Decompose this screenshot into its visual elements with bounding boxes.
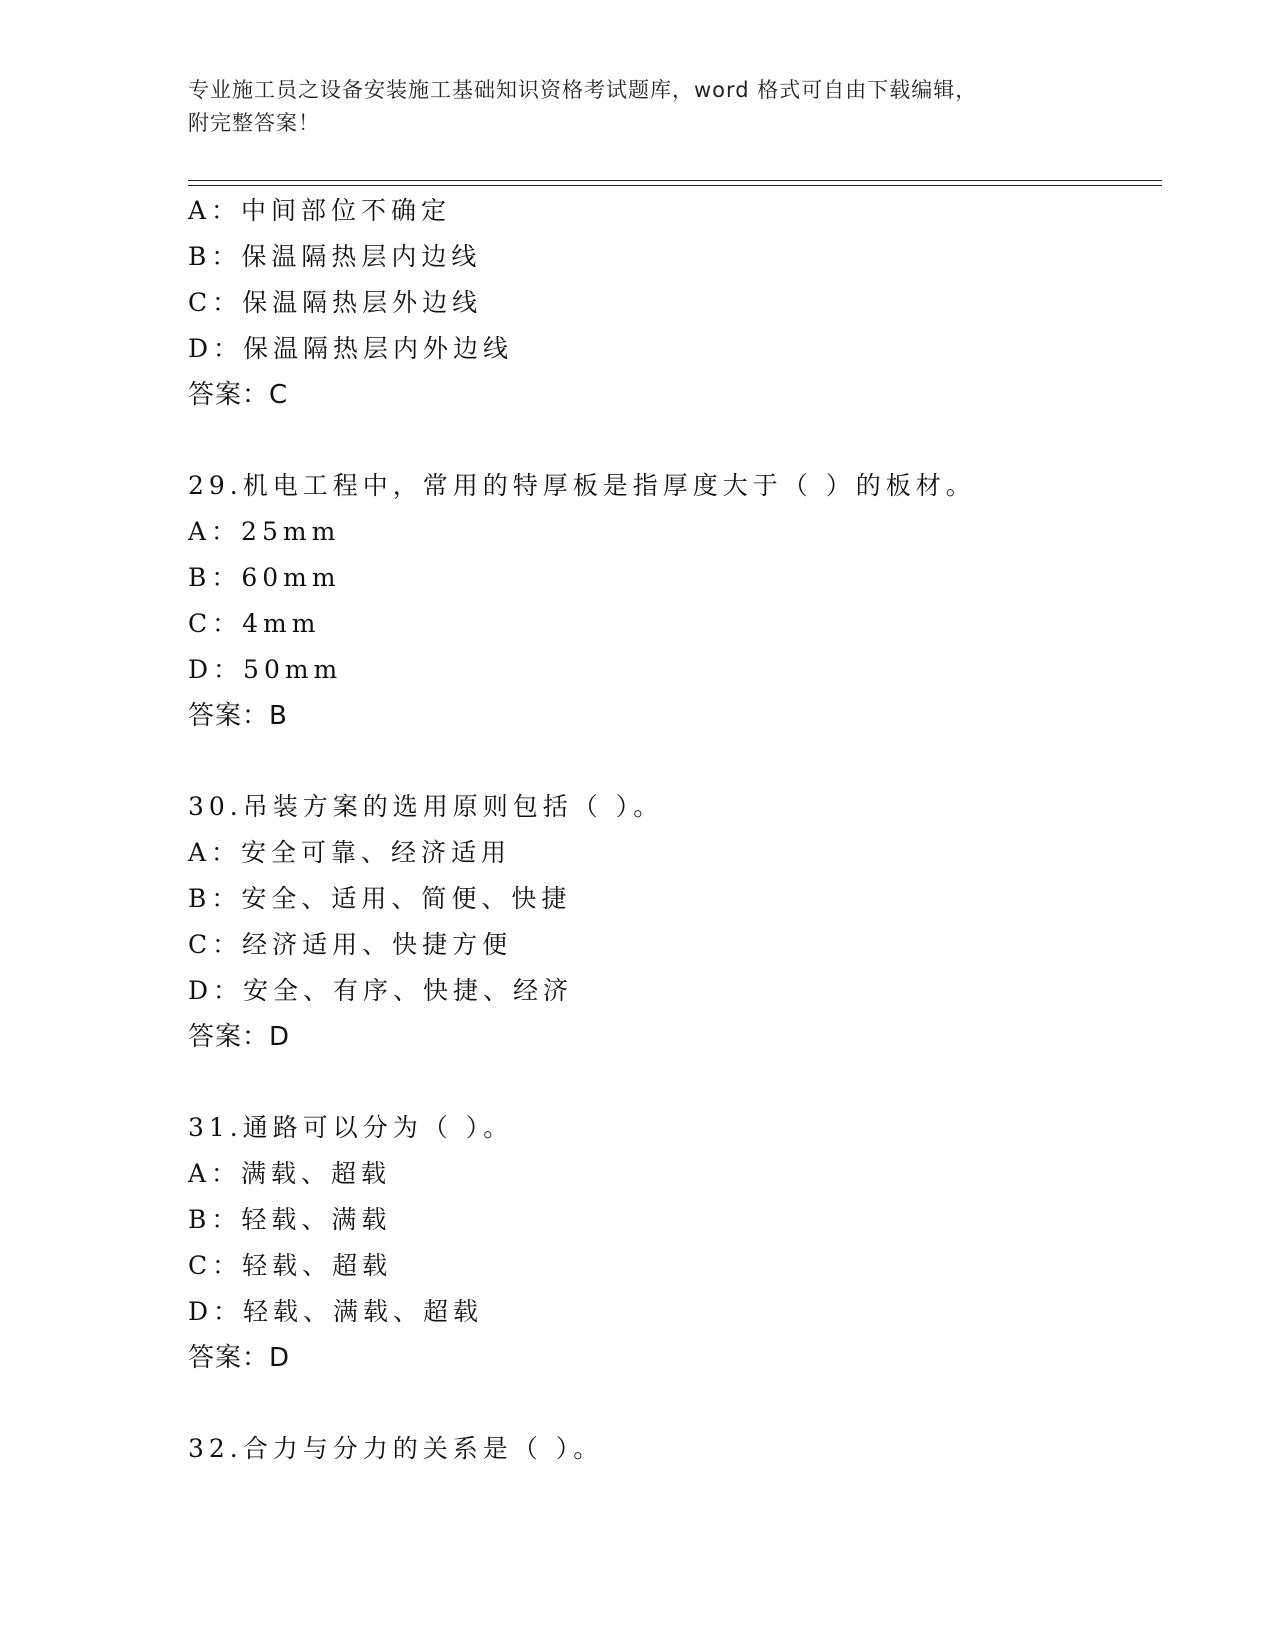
- option-a: A：安全可靠、经济适用: [188, 838, 512, 867]
- answer-line: 答案：B: [188, 701, 288, 731]
- question-gap: [188, 1060, 1168, 1105]
- option-d: D：安全、有序、快捷、经济: [188, 976, 574, 1005]
- option-b: B：60mm: [188, 563, 341, 592]
- question-stem: 31.通路可以分为（ ）。: [188, 1113, 514, 1142]
- question-block-28: [188, 188, 1168, 418]
- option-c: C：4mm: [188, 609, 321, 638]
- question-stem: 29.机电工程中，常用的特厚板是指厚度大于（ ）的板材。: [188, 471, 976, 500]
- question-block-31: [188, 1105, 1168, 1381]
- option-a: A：中间部位不确定: [188, 196, 452, 225]
- answer-line: 答案：D: [188, 1343, 291, 1373]
- question-block-29: [188, 463, 1168, 739]
- question-block-32: [188, 1426, 1168, 1472]
- question-gap: [188, 739, 1168, 784]
- option-d: D：保温隔热层内外边线: [188, 334, 514, 363]
- option-c: C：保温隔热层外边线: [188, 288, 483, 317]
- header-divider-top: [188, 180, 1162, 181]
- header-divider-bottom: [188, 185, 1162, 186]
- option-a: A：25mm: [188, 517, 341, 546]
- question-block-30: [188, 784, 1168, 1060]
- option-a: A：满载、超载: [188, 1159, 392, 1188]
- option-d: D：轻载、满载、超载: [188, 1297, 484, 1326]
- question-list: [188, 188, 1168, 1472]
- answer-line: 答案：D: [188, 1022, 291, 1052]
- answer-line: 答案：C: [188, 380, 289, 410]
- question-gap: [188, 418, 1168, 463]
- question-gap: [188, 1381, 1168, 1426]
- option-b: B：保温隔热层内边线: [188, 242, 482, 271]
- question-stem: 32.合力与分力的关系是（ ）。: [188, 1434, 604, 1463]
- document-header: [188, 74, 1088, 140]
- option-c: C：经济适用、快捷方便: [188, 930, 513, 959]
- intro-line-1: 专业施工员之设备安装施工基础知识资格考试题库，word 格式可自由下载编辑，: [188, 78, 978, 102]
- intro-line-2: 附完整答案！: [188, 111, 320, 135]
- option-d: D：50mm: [188, 655, 343, 684]
- option-c: C：轻载、超载: [188, 1251, 393, 1280]
- option-b: B：轻载、满载: [188, 1205, 392, 1234]
- question-stem: 30.吊装方案的选用原则包括（ ）。: [188, 792, 664, 821]
- option-b: B：安全、适用、简便、快捷: [188, 884, 572, 913]
